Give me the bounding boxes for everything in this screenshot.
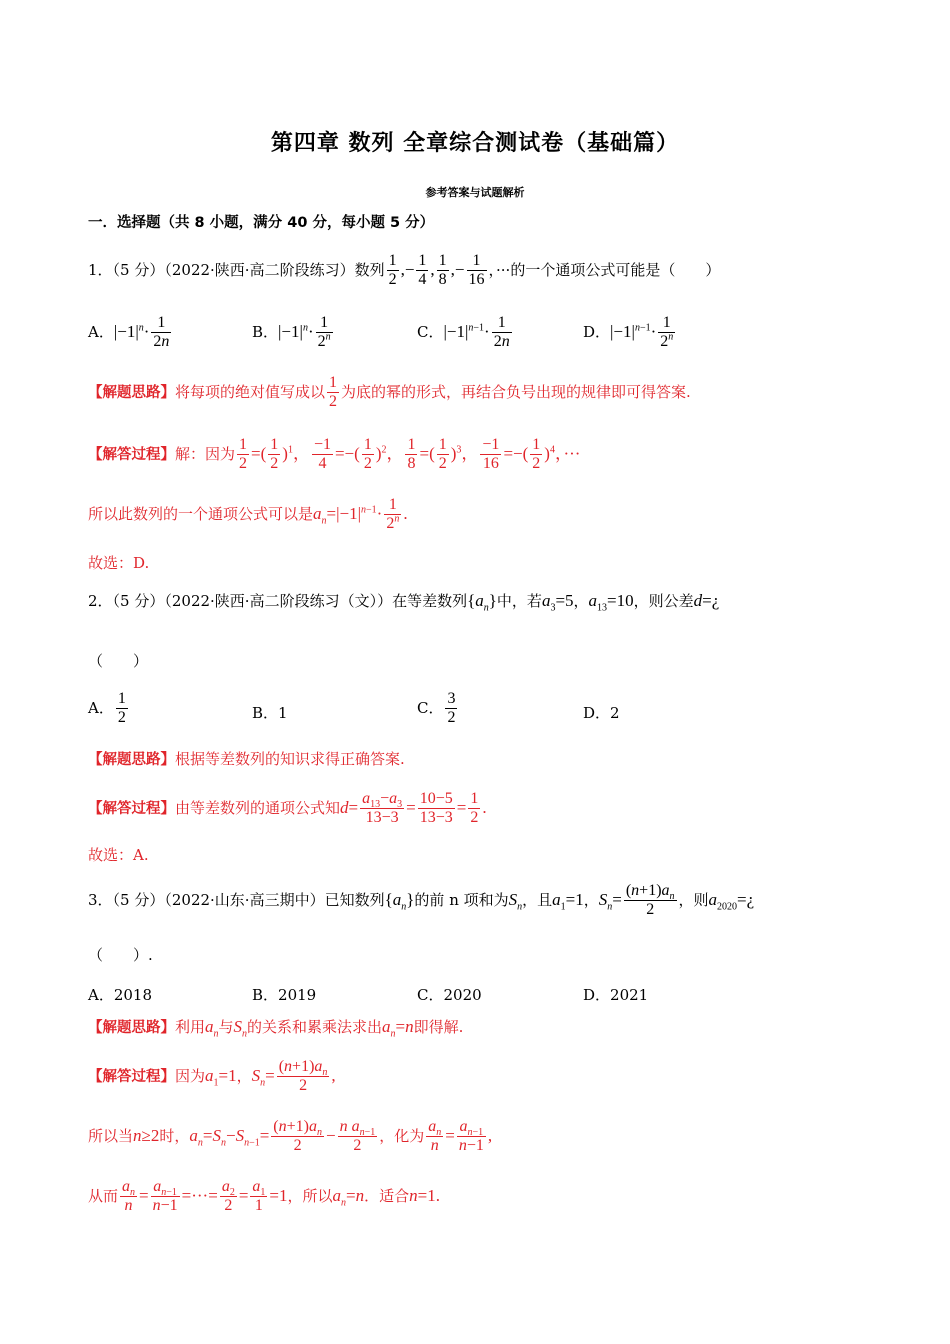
q3-option-c: C．2020 [417, 986, 482, 1004]
q2-option-d: D．2 [583, 704, 620, 722]
q3-blank: （ ）. [88, 946, 153, 964]
page-title: 第四章 数列 全章综合测试卷（基础篇） [270, 131, 680, 156]
q2-idea: 【解题思路】根据等差数列的知识求得正确答案. [88, 750, 405, 768]
section-heading: 一．选择题（共 8 小题，满分 40 分，每小题 5 分） [88, 215, 435, 231]
q3-option-d: D．2021 [583, 986, 649, 1004]
q1-process: 【解答过程】解：因为 $\frac{1}{2}$ =( $\frac{1}{2}$ )$^1$， $\frac{-1}{4}$ =−( $\frac{1}{2}$ )$^2$， $\frac{1}{8}$ =( $\frac{1}{2}$ )$^3$， $\frac{-1}{16}$ =−( $\frac{1}{2}$ )$^4$，··· [88, 436, 581, 473]
q3-hence: 从而 $\frac{a_n}{n}$ = $\frac{a_{n-1}}{n-1}$ =···= $\frac{a_2}{2}$ = $\frac{a_1}{1}$ =1，所以$a_n=n$．适合n=1. [88, 1178, 440, 1215]
q1-option-a: A．$|-1|^n\cdot$ $\frac{1}{2n}$ [88, 314, 170, 351]
q1-stem-head: 1．（5 分）（2022·陕西·高二阶段练习）数列 [88, 260, 385, 279]
q3-stem: 3．（5 分）（2022·山东·高三期中）已知数列$\{a_n\}$的前 n 项和为$S_n$，且$a_1=1$，$S_n=$ $\frac{(n+1)a_n}{2}$ ，则$a_{2020}=¿$ [88, 882, 755, 919]
q1-answer: 故选：D. [88, 554, 150, 572]
q1-option-b: B．$|-1|^n\cdot$ $\frac{1}{2^n}$ [252, 314, 331, 351]
q1-option-c: C．$|-1|^{n-1}\cdot$ $\frac{1}{2n}$ [417, 314, 510, 351]
q1-idea: 【解题思路】将每项的绝对值写成以 $\frac{1}{2}$ 为底的幂的形式，再结合负号出现的规律即可得答案. [88, 374, 691, 411]
q1-conclusion: 所以此数列的一个通项公式可以是$a_n=|-1|^{n-1}\cdot$ $\frac{1}{2^n}$ . [88, 496, 408, 533]
page-subtitle: 参考答案与试题解析 [425, 186, 525, 199]
q3-option-a: A．2018 [88, 986, 153, 1004]
q2-option-c: C． $\frac{3}{2}$ [417, 690, 456, 727]
q1-option-d: D．$|-1|^{n-1}\cdot$ $\frac{1}{2^n}$ [583, 314, 674, 351]
q3-option-b: B．2019 [252, 986, 317, 1004]
q2-option-b: B．1 [252, 704, 288, 722]
q2-process: 【解答过程】由等差数列的通项公式知d= $\frac{a_{13}-a_3}{13-3}$ = $\frac{10-5}{13-3}$ = $\frac{1}{2}$ . [88, 790, 487, 827]
q1-stem: 1．（5 分）（2022·陕西·高二阶段练习）数列 $\frac{1}{2}$ ,− $\frac{1}{4}$ , $\frac{1}{8}$ ,− $\frac{1}{16}$ ，···的一个通项公式可能是（ ） [88, 252, 721, 289]
q3-process: 【解答过程】因为$a_1=1$，$S_n=$ $\frac{(n+1)a_n}{2}$ , [88, 1058, 336, 1095]
q2-stem: 2．（5 分）（2022·陕西·高二阶段练习（文））在等差数列$\{a_n\}$中，若$a_3=5$，$a_{13}=10$，则公差d=¿ [88, 591, 720, 614]
q2-answer: 故选：A. [88, 846, 149, 864]
q3-case: 所以当n≥2时，$a_n=S_n-S_{n-1}=$ $\frac{(n+1)a_n}{2}$ − $\frac{n a_{n-1}}{2}$ ，化为 $\frac{a_n}{n}$ = $\frac{a_{n-1}}{n-1}$ , [88, 1118, 493, 1155]
q2-blank: （ ） [88, 652, 149, 670]
q3-idea: 【解题思路】利用$a_n$与$S_n$的关系和累乘法求出$a_n=n$即得解. [88, 1017, 464, 1040]
q2-option-a: A． $\frac{1}{2}$ [88, 690, 126, 727]
q1-stem-tail: ，···的一个通项公式可能是（ ） [488, 260, 721, 279]
